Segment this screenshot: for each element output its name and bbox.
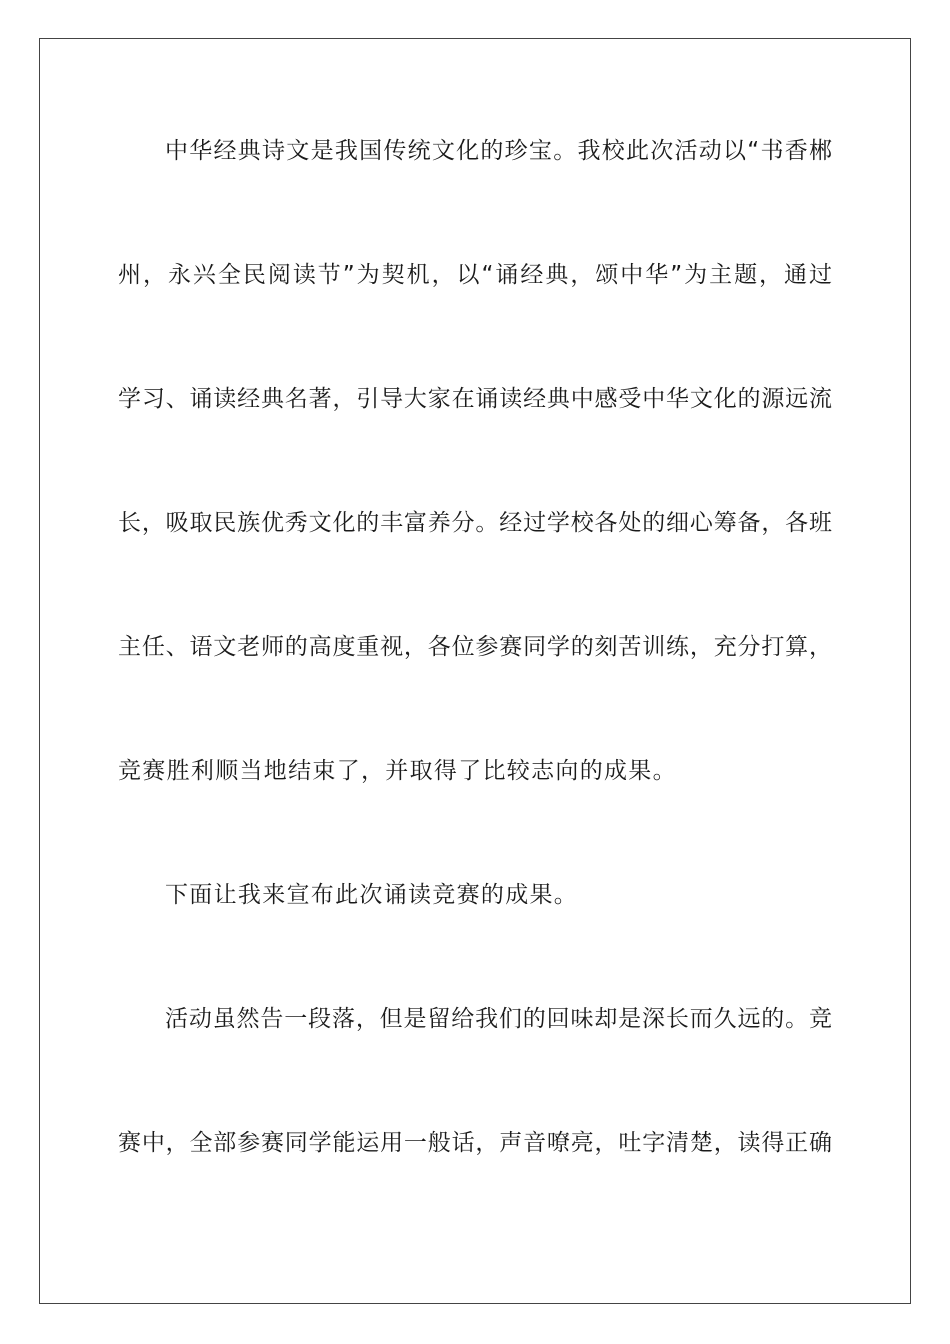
paragraph-3-line-2: 赛中，全部参赛同学能运用一般话，声音嘹亮，吐字清楚，读得正确 — [118, 1130, 832, 1156]
paragraph-1-line-1: 中华经典诗文是我国传统文化的珍宝。我校此次活动以“书香郴 — [165, 138, 832, 164]
paragraph-3-line-1: 活动虽然告一段落，但是留给我们的回味却是深长而久远的。竞 — [165, 1006, 832, 1032]
paragraph-1-line-4: 长，吸取民族优秀文化的丰富养分。经过学校各处的细心筹备，各班 — [118, 510, 832, 536]
paragraph-1-line-5: 主任、语文老师的高度重视，各位参赛同学的刻苦训练，充分打算， — [118, 634, 832, 660]
paragraph-1-line-6: 竞赛胜利顺当地结束了，并取得了比较志向的成果。 — [118, 758, 677, 784]
paragraph-2-line-1: 下面让我来宣布此次诵读竞赛的成果。 — [165, 882, 579, 908]
paragraph-1-line-3: 学习、诵读经典名著，引导大家在诵读经典中感受中华文化的源远流 — [118, 386, 832, 412]
page-border — [39, 38, 911, 1304]
paragraph-1-line-2: 州，永兴全民阅读节”为契机，以“诵经典，颂中华”为主题，通过 — [118, 262, 832, 288]
